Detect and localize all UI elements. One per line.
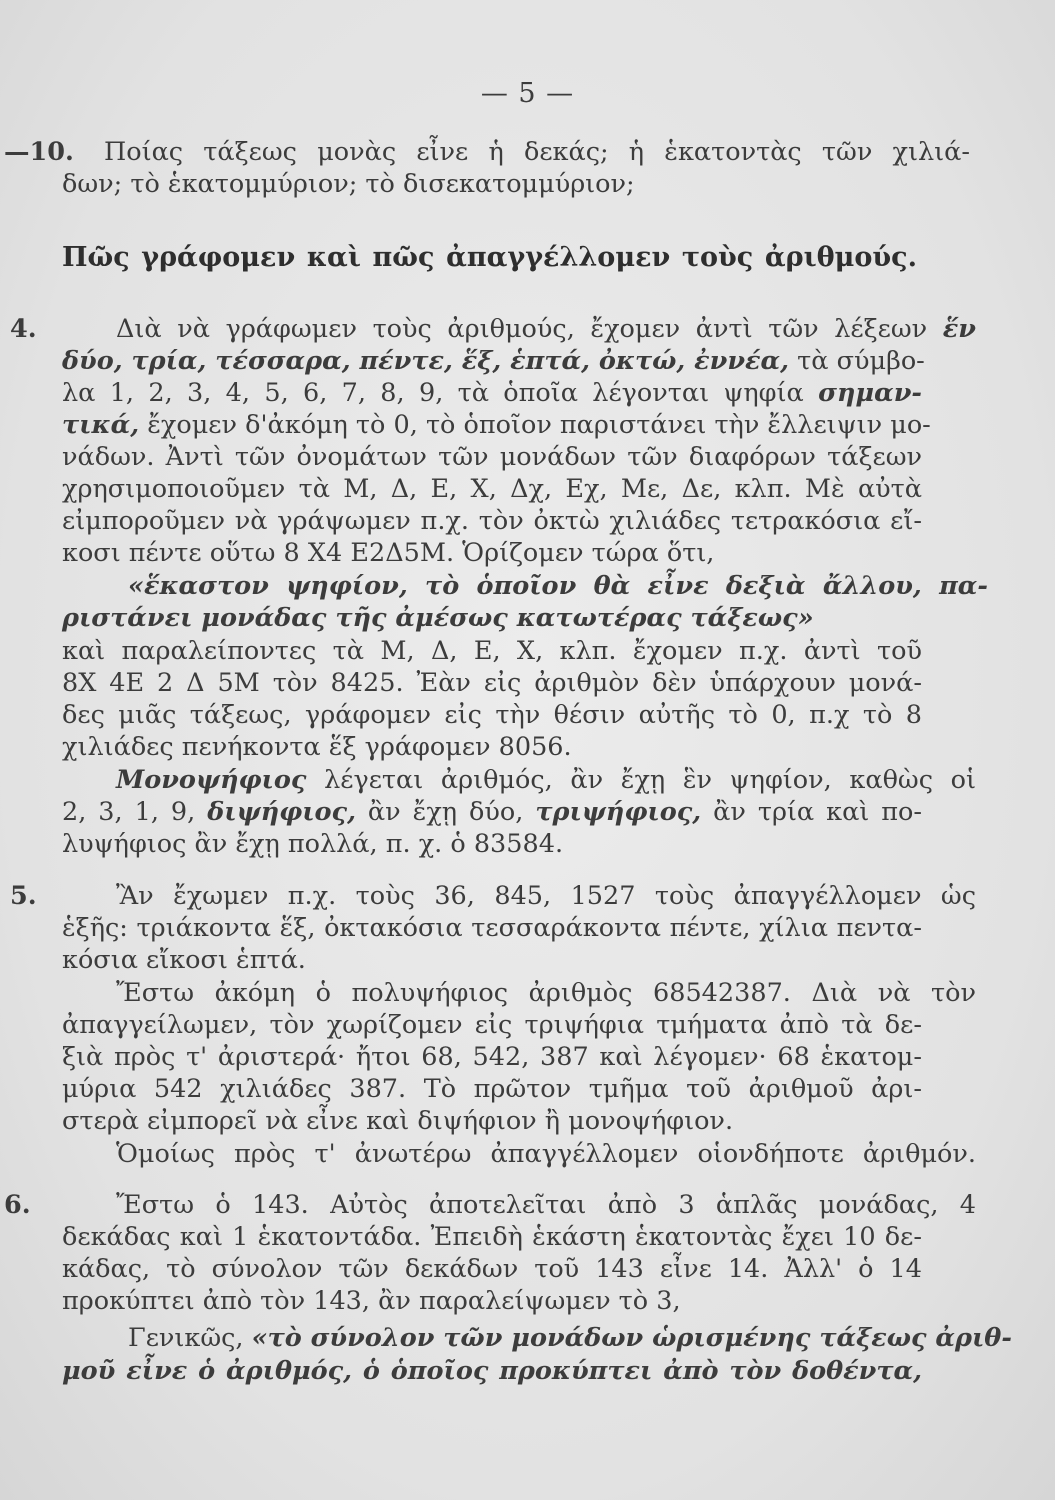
text-line: Διὰ νὰ γράφωμεν τοὺς ἀριθμούς, ἔχομεν ἀντὶ τῶν λέξεων ἕν bbox=[116, 314, 976, 344]
text-line: Ἔστω ὁ 143. Αὐτὸς ἀποτελεῖται ἀπὸ 3 ἁπλᾶς μονάδας, 4 bbox=[116, 1190, 976, 1220]
text-line: λα 1, 2, 3, 4, 5, 6, 7, 8, 9, τὰ ὁποῖα λέγονται ψηφία σημαν- bbox=[62, 378, 922, 408]
text-line: εἰμποροῦμεν νὰ γράψωμεν π.χ. τὸν ὀκτὼ χιλιάδες τετρακόσια εἴ- bbox=[62, 506, 922, 536]
text-line: χρησιμοποιοῦμεν τὰ Μ, Δ, Ε, Χ, Δχ, Εχ, Με, Δε, κλπ. Μὲ αὐτὰ bbox=[62, 474, 922, 504]
text-line: δες μιᾶς τάξεως, γράφομεν εἰς τὴν θέσιν αὐτῆς τὸ 0, π.χ τὸ 8 bbox=[62, 700, 922, 730]
section-number: 6. bbox=[4, 1190, 31, 1220]
text-line: Ποίας τάξεως μονὰς εἶνε ἡ δεκάς; ἡ ἑκατοντὰς τῶν χιλιά- bbox=[104, 137, 970, 167]
text-line: χιλιάδες πενήκοντα ἕξ γράφομεν 8056. bbox=[62, 732, 572, 762]
text-line: λυψήφιος ἂν ἔχῃ πολλά, π. χ. ὁ 83584. bbox=[62, 829, 564, 859]
text-line: μύρια 542 χιλιάδες 387. Τὸ πρῶτον τμῆμα τοῦ ἀριθμοῦ ἀρι- bbox=[62, 1074, 922, 1104]
text-line: Μονοψήφιος λέγεται ἀριθμός, ἂν ἔχῃ ἓν ψηφίον, καθὼς οἱ bbox=[116, 765, 976, 795]
text-line: κόσια εἴκοσι ἑπτά. bbox=[62, 945, 306, 975]
text-line: κοσι πέντε οὕτω 8 Χ4 Ε2Δ5Μ. Ὁρίζομεν τώρα ὅτι, bbox=[62, 538, 715, 568]
text-line: κάδας, τὸ σύνολον τῶν δεκάδων τοῦ 143 εἶνε 14. Ἀλλ' ὁ 14 bbox=[62, 1254, 922, 1284]
rule-statement: μοῦ εἶνε ὁ ἀριθμός, ὁ ὁποῖος προκύπτει ἀπὸ τὸν δοθέντα, bbox=[62, 1356, 922, 1386]
text-line: 8Χ 4Ε 2 Δ 5Μ τὸν 8425. Ἐὰν εἰς ἀριθμὸν δὲν ὑπάρχουν μονά- bbox=[62, 668, 922, 698]
text-line: 2, 3, 1, 9, διψήφιος, ἂν ἔχῃ δύο, τριψήφιος, ἂν τρία καὶ πο- bbox=[62, 797, 922, 827]
rule-statement: «ἕκαστον ψηφίον, τὸ ὁποῖον θὰ εἶνε δεξιὰ ἄλλου, πα- bbox=[128, 571, 988, 601]
text-line: Ἔστω ἀκόμη ὁ πολυψήφιος ἀριθμὸς 68542387. Διὰ νὰ τὸν bbox=[116, 978, 976, 1008]
text-line: δύο, τρία, τέσσαρα, πέντε, ἕξ, ἑπτά, ὀκτώ, ἐννέα, τὰ σύμβο- bbox=[62, 346, 925, 376]
text-line: Γενικῶς, «τὸ σύνολον τῶν μονάδων ὡρισμένης τάξεως ἀριθ- bbox=[128, 1323, 1012, 1353]
section-heading: Πῶς γράφομεν καὶ πῶς ἀπαγγέλλομεν τοὺς ἀριθμούς. bbox=[62, 242, 917, 273]
text-line: στερὰ εἰμπορεῖ νὰ εἶνε καὶ διψήφιον ἢ μονοψήφιον. bbox=[62, 1106, 734, 1136]
text-line: Ἂν ἔχωμεν π.χ. τοὺς 36, 845, 1527 τοὺς ἀπαγγέλλομεν ὡς bbox=[116, 881, 976, 911]
text-line: νάδων. Ἀντὶ τῶν ὀνομάτων τῶν μονάδων τῶν διαφόρων τάξεων bbox=[62, 442, 922, 472]
text-line: δεκάδας καὶ 1 ἑκατοντάδα. Ἐπειδὴ ἑκάστη ἑκατοντὰς ἔχει 10 δε- bbox=[62, 1222, 922, 1252]
section-number: 5. bbox=[10, 881, 37, 911]
text-line: δων; τὸ ἑκατομμύριον; τὸ δισεκατομμύριον; bbox=[62, 169, 635, 199]
text-line: Ὁμοίως πρὸς τ' ἀνωτέρω ἀπαγγέλλομεν οἱονδήποτε ἀριθμόν. bbox=[116, 1139, 976, 1169]
section-number: 4. bbox=[10, 314, 37, 344]
text-line: καὶ παραλείποντες τὰ Μ, Δ, Ε, Χ, κλπ. ἔχομεν π.χ. ἀντὶ τοῦ bbox=[62, 636, 922, 666]
text-line: ἑξῆς: τριάκοντα ἕξ, ὀκτακόσια τεσσαράκοντα πέντε, χίλια πεντα- bbox=[62, 913, 922, 943]
text-line: προκύπτει ἀπὸ τὸν 143, ἂν παραλείψωμεν τὸ 3, bbox=[62, 1286, 681, 1316]
question-number: —10. bbox=[4, 137, 74, 167]
text-line: ἀπαγγείλωμεν, τὸν χωρίζομεν εἰς τριψήφια τμήματα ἀπὸ τὰ δε- bbox=[62, 1010, 922, 1040]
page-number: — 5 — bbox=[480, 78, 575, 109]
text-line: τικά, ἔχομεν δ'ἀκόμη τὸ 0, τὸ ὁποῖον παριστάνει τὴν ἔλλειψιν μο- bbox=[62, 410, 931, 440]
text-line: ξιὰ πρὸς τ' ἀριστερά· ἤτοι 68, 542, 387 καὶ λέγομεν· 68 ἑκατομ- bbox=[62, 1042, 922, 1072]
rule-statement: ριστάνει μονάδας τῆς ἀμέσως κατωτέρας τάξεως» bbox=[62, 603, 814, 633]
